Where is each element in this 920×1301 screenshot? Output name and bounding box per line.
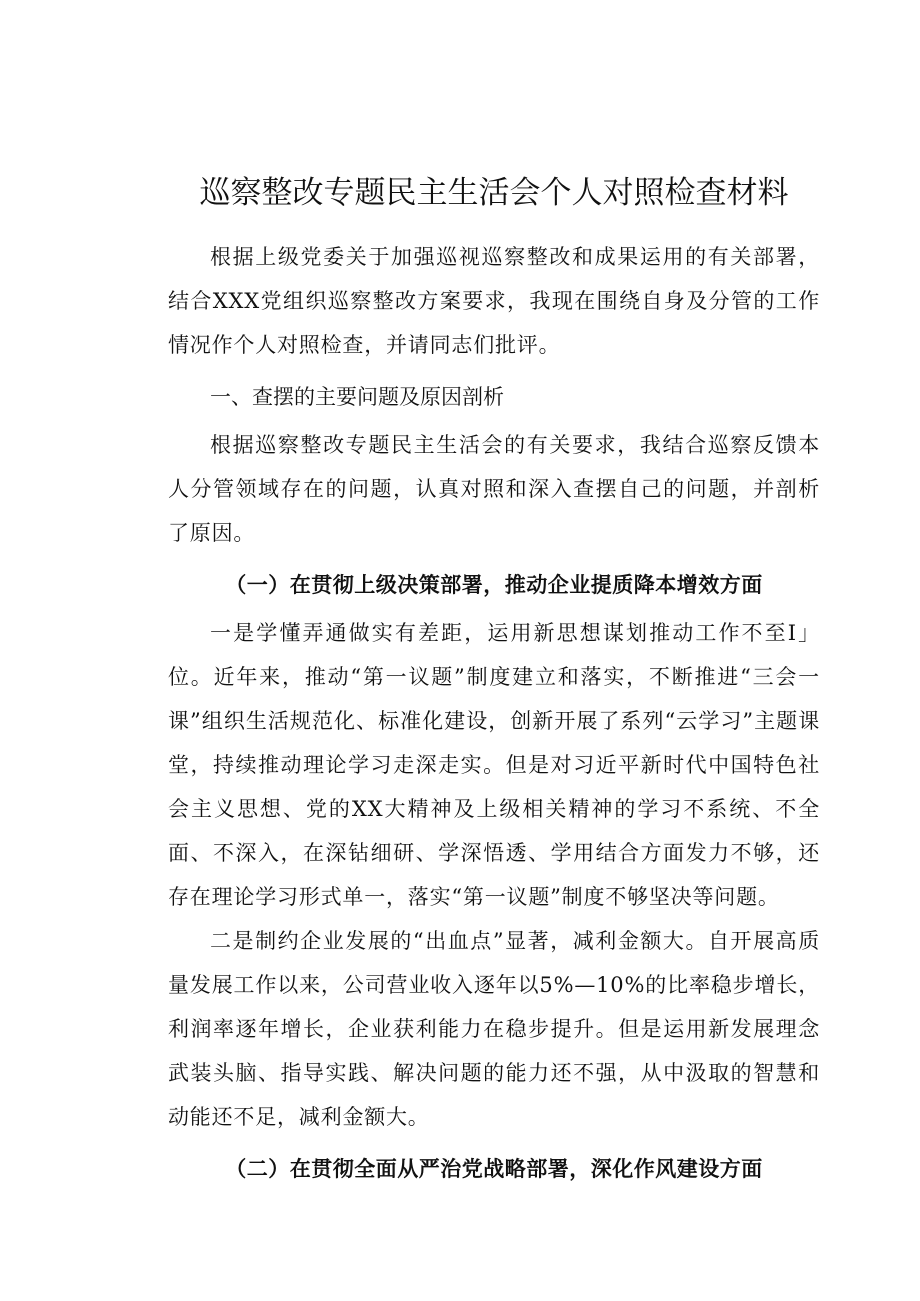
document-title: 巡察整改专题民主生活会个人对照检查材料 (199, 175, 789, 211)
section-heading-1: 一、查摆的主要问题及原因剖析 (210, 385, 504, 409)
subsection-1-paragraph-1: 一是学懂弄通做实有差距，运用新思想谋划推动工作不至I」位。近年来，推动“第一议题”制度建立和落实，不断推进“三会一课”组织生活规范化、标准化建设，创新开展了系列“云学习”主题课堂，持续推动理论学习走深走实。但是对习近平新时代中国特色社会主义思想、党的XX大精神及上级相关精神的学习不系统、不全面、不深入，在深钻细研、学深悟透、学用结合方面发力不够，还存在理论学习形式单一，落实“第一议题”制度不够坚决等问题。 (168, 621, 820, 909)
subsection-heading-2: （二）在贯彻全面从严治党战略部署，深化作风建设方面 (225, 1156, 763, 1181)
subsection-1-paragraph-2: 二是制约企业发展的“出血点”显著，减利金额大。自开展高质量发展工作以来，公司营业收入逐年以5%—10%的比率稳步增长，利润率逐年增长，企业获利能力在稳步提升。但是运用新发展理念武装头脑、指导实践、解决问题的能力还不强，从中汲取的智慧和动能还不足，减利金额大。 (168, 929, 820, 1129)
document-body (168, 173, 820, 1195)
intro-paragraph: 根据上级党委关于加强巡视巡察整改和成果运用的有关部署，结合XXX党组织巡察整改方案要求，我现在围绕自身及分管的工作情况作个人对照检查，并请同志们批评。 (168, 245, 820, 357)
subsection-heading-1: （一）在贯彻上级决策部署，推动企业提质降本增效方面 (225, 572, 763, 597)
section-intro-paragraph: 根据巡察整改专题民主生活会的有关要求，我结合巡察反馈本人分管领域存在的问题，认真对照和深入查摆自己的问题，并剖析了原因。 (168, 433, 820, 545)
